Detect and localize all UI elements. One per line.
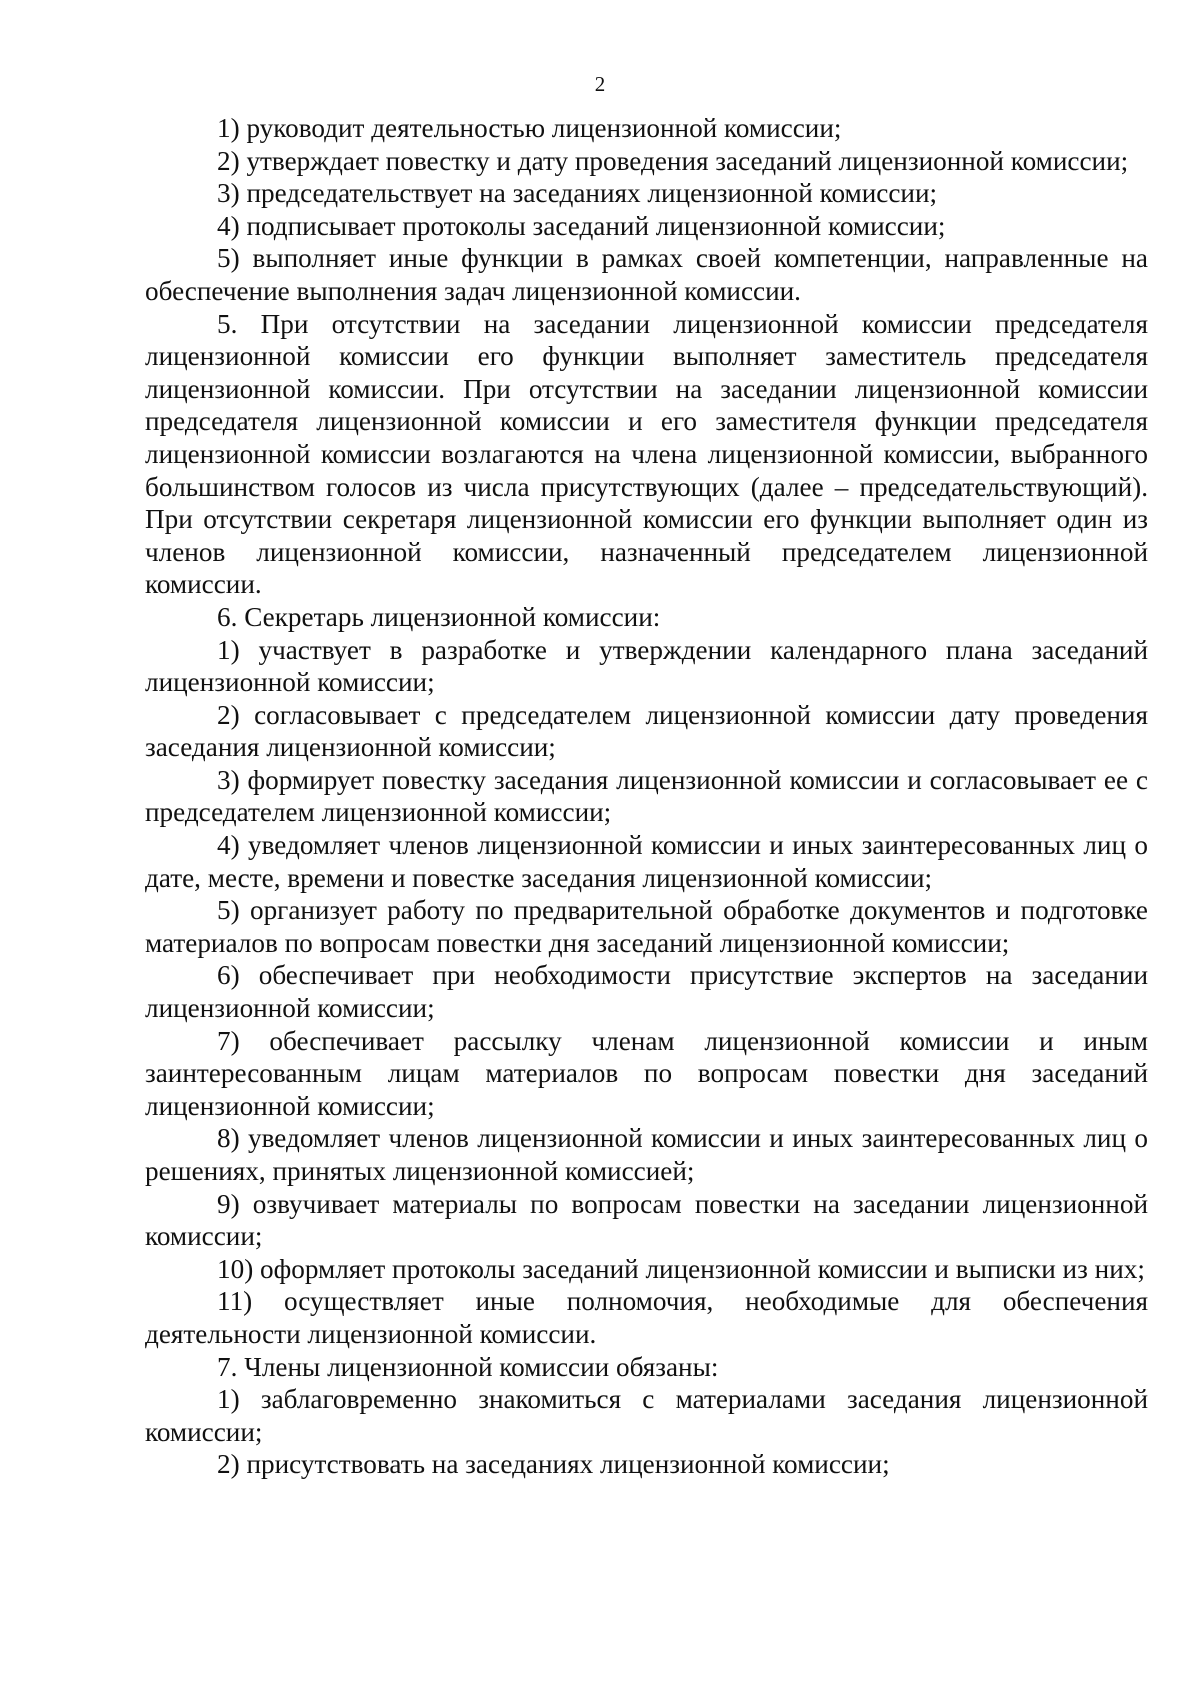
list-item-chair-duty-5: 5) выполняет иные функции в рамках своей компетенции, направленные на обеспечение выполнения задач лицензионной комиссии. <box>145 243 1148 306</box>
list-item-chair-duty-4: 4) подписывает протоколы заседаний лицензионной комиссии; <box>217 210 946 241</box>
list-item-secretary-duty-9: 9) озвучивает материалы по вопросам повестки на заседании лицензионной комиссии; <box>145 1188 1148 1252</box>
clause-7-heading: 7. Члены лицензионной комиссии обязаны: <box>217 1351 719 1382</box>
list-item-secretary-duty-8: 8) уведомляет членов лицензионной комиссии и иных заинтересованных лиц о решениях, принятых лицензионной комиссией; <box>145 1123 1148 1186</box>
list-item-secretary-duty-5: 5) организует работу по предварительной обработке документов и подготовке материалов по вопросам повестки дня заседаний лицензионной комиссии; <box>145 895 1148 958</box>
document-body <box>145 112 1148 1481</box>
list-item-secretary-duty-11: 11) осуществляет иные полномочия, необходимые для обеспечения деятельности лицензионной комиссии. <box>145 1286 1148 1349</box>
list-item-member-duty-1: 1) заблаговременно знакомиться с материалами заседания лицензионной комиссии; <box>145 1384 1148 1447</box>
clause-6-heading: 6. Секретарь лицензионной комиссии: <box>217 601 661 632</box>
list-item-chair-duty-3: 3) председательствует на заседаниях лицензионной комиссии; <box>217 178 938 209</box>
list-item-chair-duty-1: 1) руководит деятельностью лицензионной комиссии; <box>217 113 842 143</box>
list-item-secretary-duty-7: 7) обеспечивает рассылку членам лицензионной комиссии и иным заинтересованным лицам материалов по вопросам повестки дня заседаний лицензионной комиссии; <box>145 1025 1148 1121</box>
list-item-secretary-duty-4: 4) уведомляет членов лицензионной комиссии и иных заинтересованных лиц о дате, месте, времени и повестке заседания лицензионной комиссии; <box>145 830 1148 893</box>
list-item-secretary-duty-10: 10) оформляет протоколы заседаний лицензионной комиссии и выписки из них; <box>217 1253 1145 1284</box>
list-item-secretary-duty-6: 6) обеспечивает при необходимости присутствие экспертов на заседании лицензионной комиссии; <box>145 960 1148 1024</box>
list-item-secretary-duty-2: 2) согласовывает с председателем лицензионной комиссии дату проведения заседания лицензионной комиссии; <box>145 699 1148 763</box>
list-item-secretary-duty-1: 1) участвует в разработке и утверждении календарного плана заседаний лицензионной комиссии; <box>145 634 1148 698</box>
list-item-secretary-duty-3: 3) формирует повестку заседания лицензионной комиссии и согласовывает ее с председателем лицензионной комиссии; <box>145 764 1148 828</box>
page-number: 2 <box>594 72 606 96</box>
list-item-member-duty-2: 2) присутствовать на заседаниях лицензионной комиссии; <box>217 1449 890 1480</box>
clause-5-paragraph: 5. При отсутствии на заседании лицензионной комиссии председателя лицензионной комиссии его функции выполняет заместитель председателя лицензионной комиссии. При отсутствии на заседании лицензионной комиссии председателя лицензионной комиссии и его заместителя функции председателя лицензионной комиссии возлагаются на члена лицензионной комиссии, выбранного большинством голосов из числа присутствующих (далее – председательствующий). При отсутствии секретаря лицензионной комиссии его функции выполняет один из членов лицензионной комиссии, назначенный председателем лицензионной комиссии. <box>145 308 1148 600</box>
list-item-chair-duty-2: 2) утверждает повестку и дату проведения заседаний лицензионной комиссии; <box>217 145 1129 176</box>
